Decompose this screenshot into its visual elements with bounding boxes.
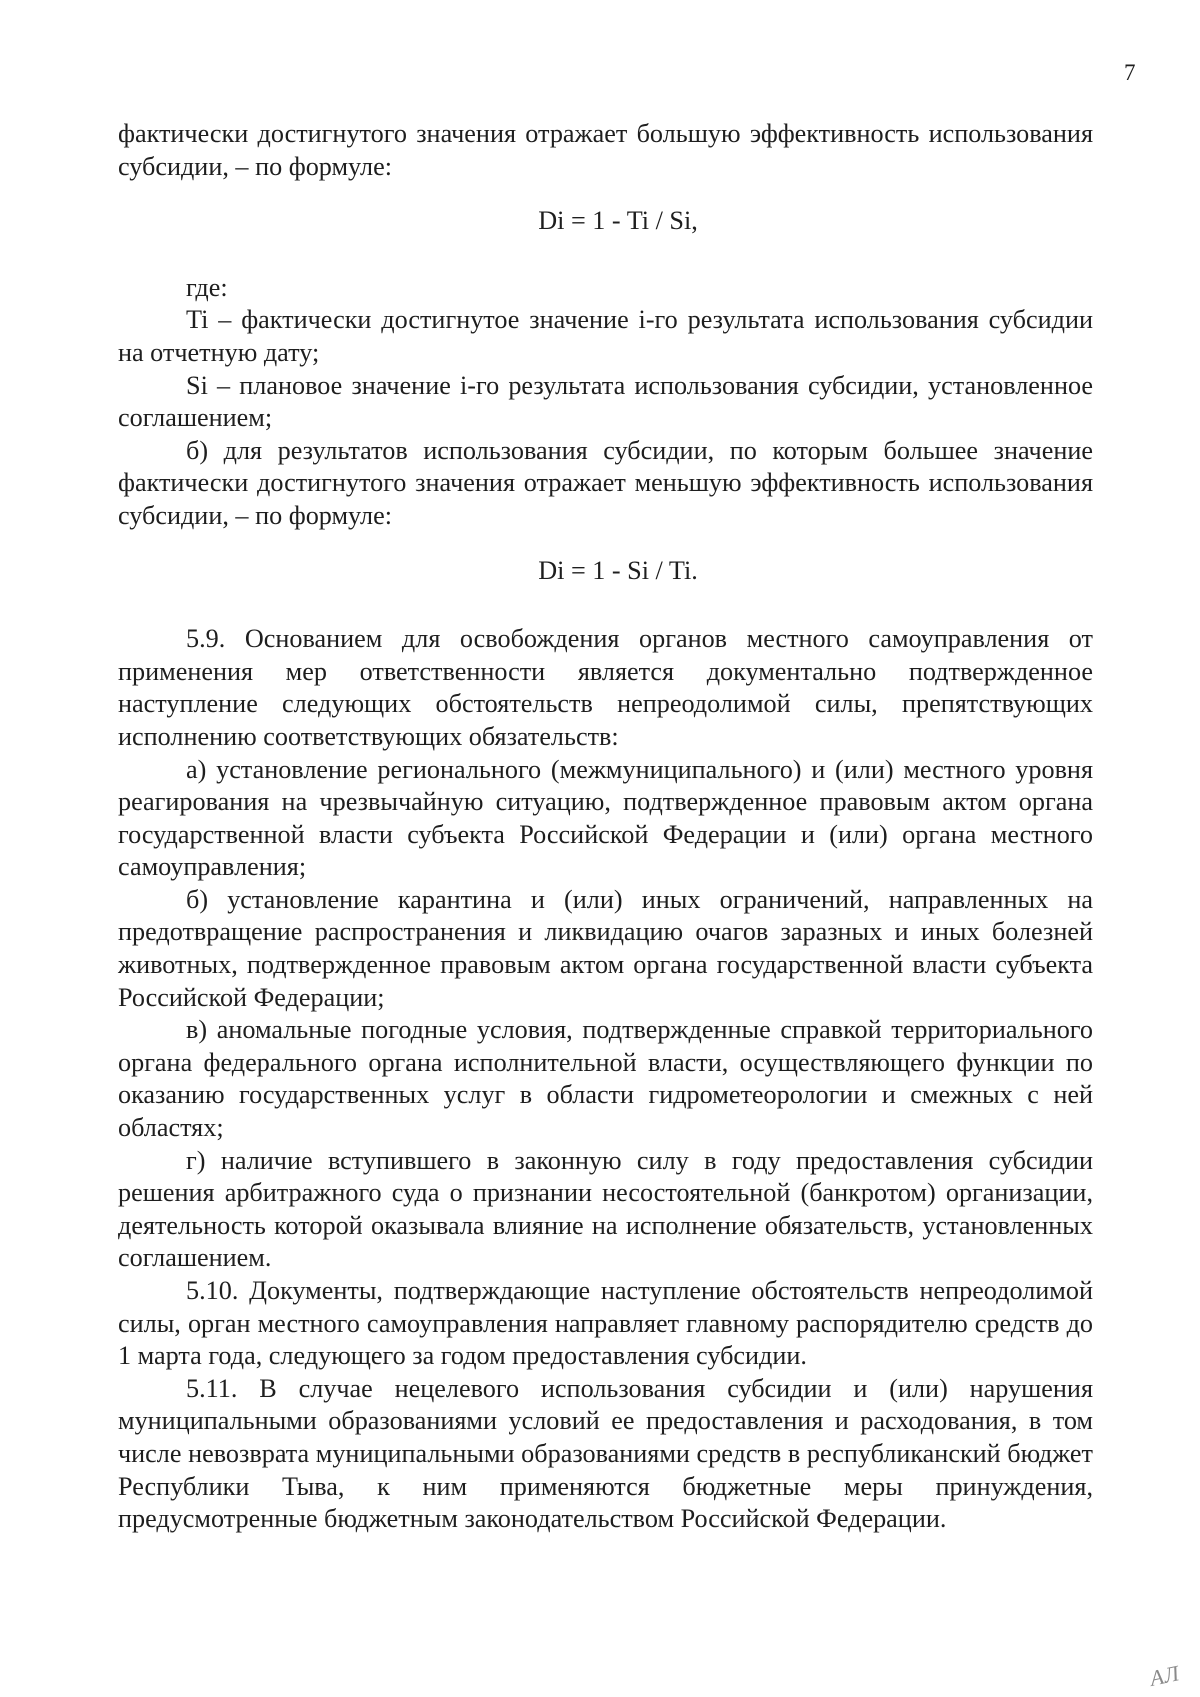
section-5-9-item-g: г) наличие вступившего в законную силу в году предоставления субсидии решения арбитражного суда о признании несостоятельной (банкротом) организации, деятельность которой оказывала влияние на исполнение обязательств, установленных соглашением. <box>118 1145 1093 1273</box>
formula-di-si-ti: Di = 1 - Si / Ti. <box>538 555 698 585</box>
paragraph-efficiency-intro: фактически достигнутого значения отражает большую эффективность использования субсидии, – по формуле: <box>118 119 1093 181</box>
definition-si: Si – плановое значение i-го результата использования субсидии, установленное соглашением; <box>118 370 1093 433</box>
section-5-9: 5.9. Основанием для освобождения органов местного самоуправления от применения мер ответственности является документально подтвержденное наступление следующих обстоятельств непреодолимой силы, препятствующих исполнению соответствующих обязательств: <box>118 624 1093 751</box>
section-5-9-item-b: б) установление карантина и (или) иных ограничений, направленных на предотвращение распространения и ликвидацию очагов заразных и иных болезней животных, подтвержденное правовым актом органа государственной власти субъекта Российской Федерации; <box>118 884 1093 1012</box>
section-5-10: 5.10. Документы, подтверждающие наступление обстоятельств непреодолимой силы, орган местного самоуправления направляет главному распорядителю средств до 1 марта года, следующего за годом предоставления субсидии. <box>118 1276 1093 1371</box>
definition-ti: Ti – фактически достигнутое значение i-го результата использования субсидии на отчетную дату; <box>118 305 1093 367</box>
where-label: где: <box>186 272 228 302</box>
handwritten-margin-mark: АЛ <box>1147 1660 1183 1691</box>
section-5-11: 5.11. В случае нецелевого использования субсидии и (или) нарушения муниципальными образованиями условий ее предоставления и расходования, в том числе невозврата муниципальными образованиями средств в республиканский бюджет Республики Тыва, к ним применяются бюджетные меры принуждения, предусмотренные бюджетным законодательством Российской Федерации. <box>118 1373 1093 1534</box>
section-5-9-item-v: в) аномальные погодные условия, подтвержденные справкой территориального органа федерального органа исполнительной власти, осуществляющего функции по оказанию государственных услуг в области гидрометеорологии и смежных с ней областях; <box>118 1015 1093 1143</box>
section-5-9-item-a: а) установление регионального (межмуниципального) и (или) местного уровня реагирования на чрезвычайную ситуацию, подтвержденное правовым актом органа государственной власти субъекта Российской Федерации и (или) органа местного самоуправления; <box>118 754 1093 882</box>
item-b-results: б) для результатов использования субсидии, по которым большее значение фактически достигнутого значения отражает меньшую эффективность использования субсидии, – по формуле: <box>118 435 1093 530</box>
document-body <box>118 118 1093 1536</box>
formula-di-ti-si: Di = 1 - Ti / Si, <box>538 206 698 236</box>
page-number: 7 <box>1124 60 1136 85</box>
